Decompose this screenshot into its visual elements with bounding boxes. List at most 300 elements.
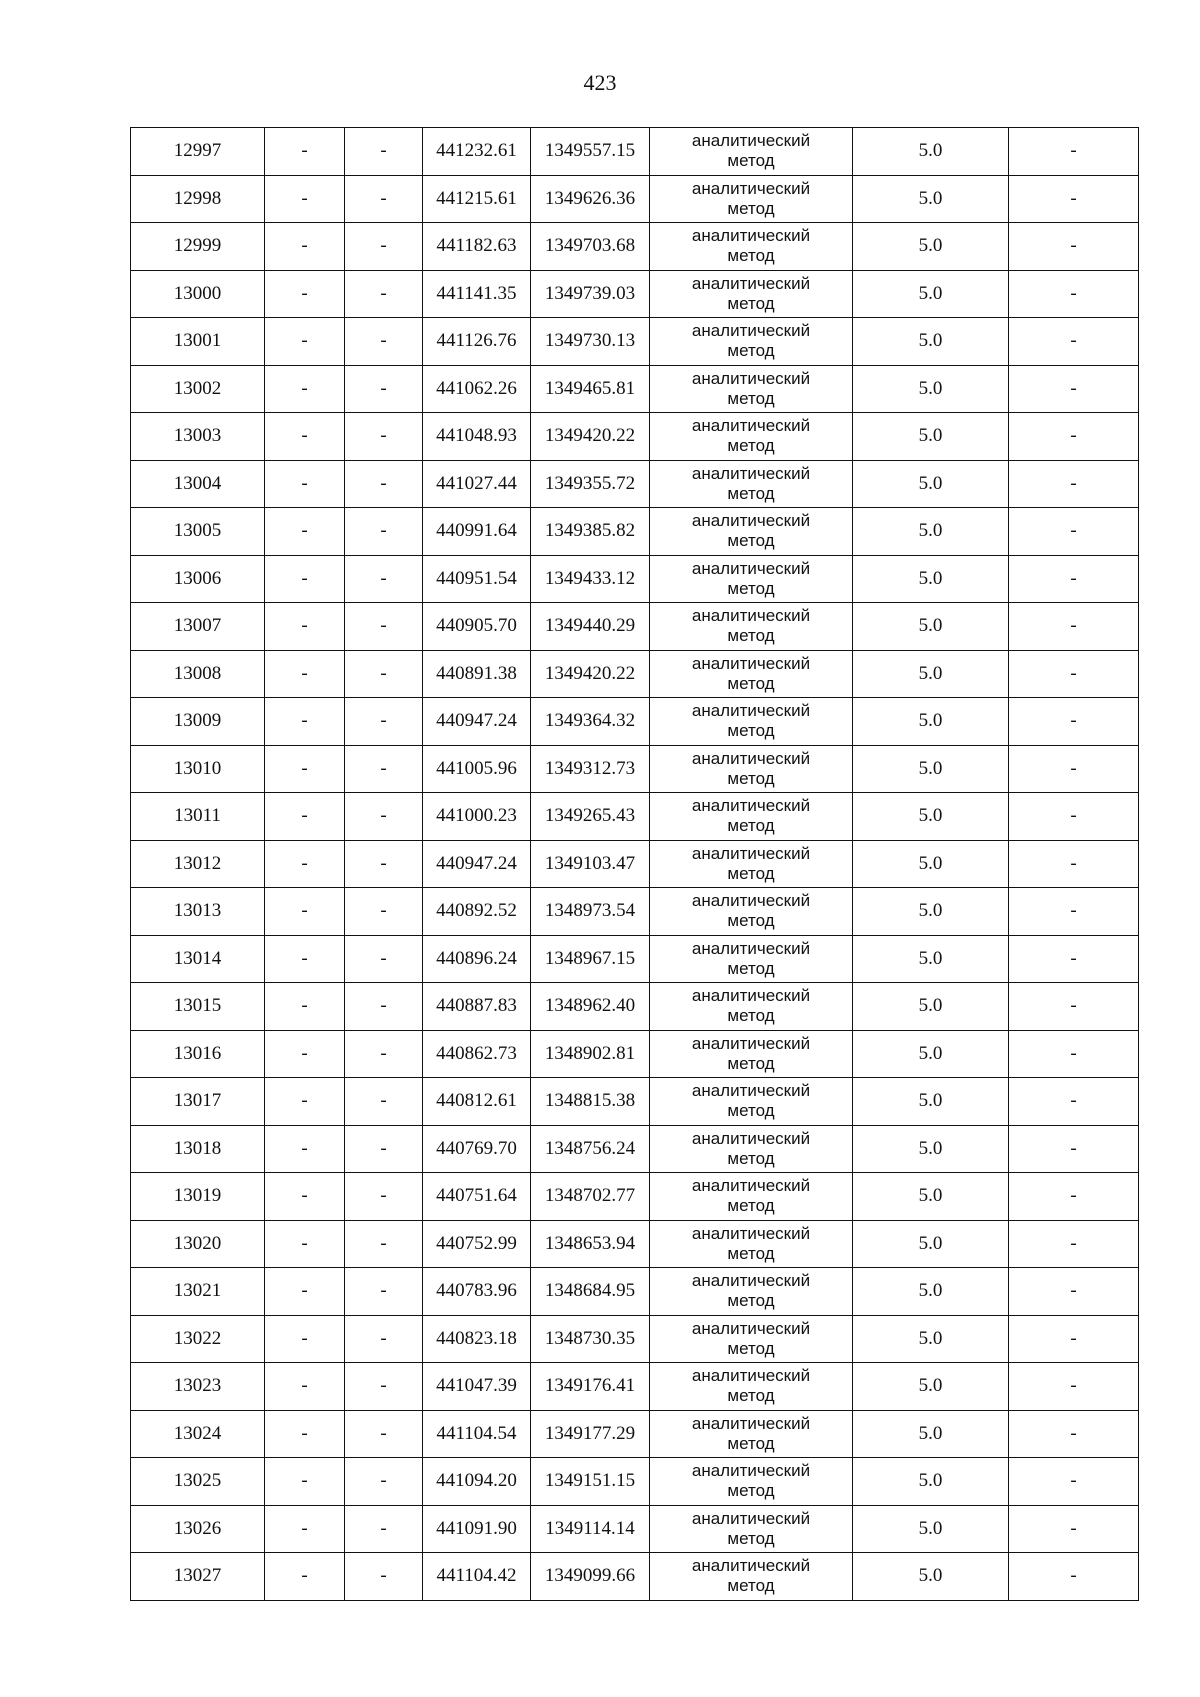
table-row xyxy=(131,745,1139,793)
table-row xyxy=(131,175,1139,223)
blank-cell-2: - xyxy=(345,175,423,223)
accuracy-cell: 5.0 xyxy=(853,1315,1009,1363)
accuracy-cell: 5.0 xyxy=(853,1553,1009,1601)
method-cell xyxy=(650,318,853,366)
last-blank-cell: - xyxy=(1009,508,1139,556)
x-coordinate-cell: 440751.64 xyxy=(423,1173,531,1221)
y-coordinate-cell: 1348973.54 xyxy=(531,888,650,936)
accuracy-cell: 5.0 xyxy=(853,460,1009,508)
accuracy-cell: 5.0 xyxy=(853,365,1009,413)
x-coordinate-cell: 440891.38 xyxy=(423,650,531,698)
x-coordinate-cell: 441141.35 xyxy=(423,270,531,318)
y-coordinate-cell: 1349177.29 xyxy=(531,1410,650,1458)
method-line-1: аналитический xyxy=(691,1556,811,1576)
blank-cell-1: - xyxy=(265,1315,345,1363)
method-line-2: метод xyxy=(727,198,775,218)
blank-cell-2: - xyxy=(345,603,423,651)
point-number-cell: 13015 xyxy=(131,983,265,1031)
blank-cell-1: - xyxy=(265,840,345,888)
accuracy-cell: 5.0 xyxy=(853,270,1009,318)
blank-cell-2: - xyxy=(345,698,423,746)
accuracy-cell: 5.0 xyxy=(853,793,1009,841)
x-coordinate-cell: 440896.24 xyxy=(423,935,531,983)
x-coordinate-cell: 441047.39 xyxy=(423,1363,531,1411)
method-line-2: метод xyxy=(727,341,775,361)
blank-cell-1: - xyxy=(265,1220,345,1268)
blank-cell-1: - xyxy=(265,365,345,413)
method-cell xyxy=(650,1553,853,1601)
blank-cell-2: - xyxy=(345,650,423,698)
method-cell xyxy=(650,983,853,1031)
table-row xyxy=(131,1315,1139,1363)
x-coordinate-cell: 440947.24 xyxy=(423,698,531,746)
method-cell xyxy=(650,128,853,176)
method-cell xyxy=(650,555,853,603)
point-number-cell: 13012 xyxy=(131,840,265,888)
method-line-1: аналитический xyxy=(691,1508,811,1528)
method-line-2: метод xyxy=(727,1196,775,1216)
table-row xyxy=(131,1220,1139,1268)
blank-cell-2: - xyxy=(345,745,423,793)
method-cell xyxy=(650,1505,853,1553)
accuracy-cell: 5.0 xyxy=(853,555,1009,603)
x-coordinate-cell: 440892.52 xyxy=(423,888,531,936)
y-coordinate-cell: 1349176.41 xyxy=(531,1363,650,1411)
x-coordinate-cell: 440887.83 xyxy=(423,983,531,1031)
y-coordinate-cell: 1349557.15 xyxy=(531,128,650,176)
accuracy-cell: 5.0 xyxy=(853,318,1009,366)
x-coordinate-cell: 441048.93 xyxy=(423,413,531,461)
blank-cell-2: - xyxy=(345,1315,423,1363)
x-coordinate-cell: 441005.96 xyxy=(423,745,531,793)
method-line-1: аналитический xyxy=(691,986,811,1006)
table-row xyxy=(131,1458,1139,1506)
last-blank-cell: - xyxy=(1009,1268,1139,1316)
accuracy-cell: 5.0 xyxy=(853,935,1009,983)
x-coordinate-cell: 440783.96 xyxy=(423,1268,531,1316)
last-blank-cell: - xyxy=(1009,223,1139,271)
point-number-cell: 13019 xyxy=(131,1173,265,1221)
table-row xyxy=(131,1505,1139,1553)
blank-cell-2: - xyxy=(345,508,423,556)
method-line-1: аналитический xyxy=(691,416,811,436)
table-row xyxy=(131,318,1139,366)
accuracy-cell: 5.0 xyxy=(853,1410,1009,1458)
method-cell xyxy=(650,603,853,651)
point-number-cell: 12998 xyxy=(131,175,265,223)
blank-cell-1: - xyxy=(265,1553,345,1601)
blank-cell-2: - xyxy=(345,1505,423,1553)
accuracy-cell: 5.0 xyxy=(853,1458,1009,1506)
table-row xyxy=(131,1173,1139,1221)
y-coordinate-cell: 1348962.40 xyxy=(531,983,650,1031)
accuracy-cell: 5.0 xyxy=(853,223,1009,271)
y-coordinate-cell: 1349703.68 xyxy=(531,223,650,271)
blank-cell-1: - xyxy=(265,793,345,841)
method-line-2: метод xyxy=(727,911,775,931)
accuracy-cell: 5.0 xyxy=(853,508,1009,556)
last-blank-cell: - xyxy=(1009,745,1139,793)
accuracy-cell: 5.0 xyxy=(853,1268,1009,1316)
method-line-1: аналитический xyxy=(691,1223,811,1243)
method-line-2: метод xyxy=(727,151,775,171)
method-line-2: метод xyxy=(727,1148,775,1168)
method-line-2: метод xyxy=(727,578,775,598)
method-cell xyxy=(650,1078,853,1126)
y-coordinate-cell: 1349312.73 xyxy=(531,745,650,793)
point-number-cell: 13017 xyxy=(131,1078,265,1126)
method-line-1: аналитический xyxy=(691,1176,811,1196)
blank-cell-1: - xyxy=(265,1505,345,1553)
blank-cell-1: - xyxy=(265,175,345,223)
last-blank-cell: - xyxy=(1009,413,1139,461)
blank-cell-2: - xyxy=(345,318,423,366)
method-cell xyxy=(650,1315,853,1363)
method-cell xyxy=(650,270,853,318)
method-cell xyxy=(650,175,853,223)
last-blank-cell: - xyxy=(1009,1505,1139,1553)
table-row xyxy=(131,555,1139,603)
method-line-2: метод xyxy=(727,1481,775,1501)
blank-cell-1: - xyxy=(265,935,345,983)
coordinates-table xyxy=(130,127,1139,1601)
method-cell xyxy=(650,935,853,983)
point-number-cell: 13025 xyxy=(131,1458,265,1506)
accuracy-cell: 5.0 xyxy=(853,413,1009,461)
method-cell xyxy=(650,1363,853,1411)
last-blank-cell: - xyxy=(1009,1125,1139,1173)
last-blank-cell: - xyxy=(1009,318,1139,366)
point-number-cell: 12999 xyxy=(131,223,265,271)
method-line-1: аналитический xyxy=(691,273,811,293)
blank-cell-2: - xyxy=(345,223,423,271)
point-number-cell: 13001 xyxy=(131,318,265,366)
table-row xyxy=(131,650,1139,698)
last-blank-cell: - xyxy=(1009,1173,1139,1221)
y-coordinate-cell: 1349151.15 xyxy=(531,1458,650,1506)
last-blank-cell: - xyxy=(1009,1458,1139,1506)
table-row xyxy=(131,698,1139,746)
table-row xyxy=(131,270,1139,318)
accuracy-cell: 5.0 xyxy=(853,698,1009,746)
point-number-cell: 13002 xyxy=(131,365,265,413)
x-coordinate-cell: 441027.44 xyxy=(423,460,531,508)
method-line-2: метод xyxy=(727,1338,775,1358)
method-line-1: аналитический xyxy=(691,511,811,531)
blank-cell-2: - xyxy=(345,1410,423,1458)
method-line-1: аналитический xyxy=(691,1318,811,1338)
method-line-1: аналитический xyxy=(691,558,811,578)
method-line-1: аналитический xyxy=(691,843,811,863)
method-line-2: метод xyxy=(727,958,775,978)
method-cell xyxy=(650,1220,853,1268)
x-coordinate-cell: 440812.61 xyxy=(423,1078,531,1126)
method-line-1: аналитический xyxy=(691,701,811,721)
point-number-cell: 13005 xyxy=(131,508,265,556)
method-line-1: аналитический xyxy=(691,321,811,341)
method-line-1: аналитический xyxy=(691,1128,811,1148)
blank-cell-2: - xyxy=(345,1125,423,1173)
last-blank-cell: - xyxy=(1009,175,1139,223)
blank-cell-1: - xyxy=(265,1410,345,1458)
last-blank-cell: - xyxy=(1009,460,1139,508)
y-coordinate-cell: 1349385.82 xyxy=(531,508,650,556)
last-blank-cell: - xyxy=(1009,935,1139,983)
blank-cell-2: - xyxy=(345,460,423,508)
last-blank-cell: - xyxy=(1009,793,1139,841)
method-cell xyxy=(650,650,853,698)
x-coordinate-cell: 441215.61 xyxy=(423,175,531,223)
method-cell xyxy=(650,745,853,793)
blank-cell-2: - xyxy=(345,1268,423,1316)
x-coordinate-cell: 440769.70 xyxy=(423,1125,531,1173)
last-blank-cell: - xyxy=(1009,270,1139,318)
blank-cell-1: - xyxy=(265,888,345,936)
y-coordinate-cell: 1348902.81 xyxy=(531,1030,650,1078)
blank-cell-2: - xyxy=(345,1553,423,1601)
x-coordinate-cell: 441126.76 xyxy=(423,318,531,366)
method-line-2: метод xyxy=(727,1101,775,1121)
table-row xyxy=(131,1553,1139,1601)
accuracy-cell: 5.0 xyxy=(853,128,1009,176)
x-coordinate-cell: 441182.63 xyxy=(423,223,531,271)
last-blank-cell: - xyxy=(1009,1315,1139,1363)
point-number-cell: 13020 xyxy=(131,1220,265,1268)
table-row xyxy=(131,935,1139,983)
method-line-2: метод xyxy=(727,436,775,456)
y-coordinate-cell: 1349103.47 xyxy=(531,840,650,888)
last-blank-cell: - xyxy=(1009,840,1139,888)
x-coordinate-cell: 441091.90 xyxy=(423,1505,531,1553)
method-line-1: аналитический xyxy=(691,1081,811,1101)
blank-cell-1: - xyxy=(265,1125,345,1173)
y-coordinate-cell: 1349465.81 xyxy=(531,365,650,413)
method-line-2: метод xyxy=(727,721,775,741)
table-row xyxy=(131,508,1139,556)
last-blank-cell: - xyxy=(1009,365,1139,413)
point-number-cell: 13027 xyxy=(131,1553,265,1601)
table-row xyxy=(131,793,1139,841)
blank-cell-2: - xyxy=(345,1363,423,1411)
method-line-1: аналитический xyxy=(691,606,811,626)
blank-cell-2: - xyxy=(345,935,423,983)
blank-cell-1: - xyxy=(265,508,345,556)
last-blank-cell: - xyxy=(1009,603,1139,651)
accuracy-cell: 5.0 xyxy=(853,175,1009,223)
method-line-2: метод xyxy=(727,1528,775,1548)
accuracy-cell: 5.0 xyxy=(853,1078,1009,1126)
y-coordinate-cell: 1348702.77 xyxy=(531,1173,650,1221)
blank-cell-2: - xyxy=(345,270,423,318)
blank-cell-2: - xyxy=(345,128,423,176)
table-row xyxy=(131,603,1139,651)
method-line-1: аналитический xyxy=(691,178,811,198)
method-line-2: метод xyxy=(727,863,775,883)
y-coordinate-cell: 1349420.22 xyxy=(531,650,650,698)
blank-cell-1: - xyxy=(265,603,345,651)
blank-cell-1: - xyxy=(265,698,345,746)
blank-cell-2: - xyxy=(345,1173,423,1221)
x-coordinate-cell: 440862.73 xyxy=(423,1030,531,1078)
point-number-cell: 13007 xyxy=(131,603,265,651)
method-line-2: метод xyxy=(727,531,775,551)
point-number-cell: 12997 xyxy=(131,128,265,176)
method-line-2: метод xyxy=(727,1386,775,1406)
method-cell xyxy=(650,365,853,413)
y-coordinate-cell: 1349739.03 xyxy=(531,270,650,318)
method-cell xyxy=(650,1458,853,1506)
y-coordinate-cell: 1348730.35 xyxy=(531,1315,650,1363)
method-line-1: аналитический xyxy=(691,1271,811,1291)
x-coordinate-cell: 440991.64 xyxy=(423,508,531,556)
blank-cell-1: - xyxy=(265,745,345,793)
blank-cell-1: - xyxy=(265,1268,345,1316)
last-blank-cell: - xyxy=(1009,1553,1139,1601)
method-line-1: аналитический xyxy=(691,131,811,151)
last-blank-cell: - xyxy=(1009,698,1139,746)
y-coordinate-cell: 1348684.95 xyxy=(531,1268,650,1316)
accuracy-cell: 5.0 xyxy=(853,603,1009,651)
table-row xyxy=(131,1410,1139,1458)
accuracy-cell: 5.0 xyxy=(853,1030,1009,1078)
blank-cell-2: - xyxy=(345,555,423,603)
method-line-1: аналитический xyxy=(691,463,811,483)
y-coordinate-cell: 1348967.15 xyxy=(531,935,650,983)
method-line-1: аналитический xyxy=(691,368,811,388)
method-line-1: аналитический xyxy=(691,653,811,673)
point-number-cell: 13004 xyxy=(131,460,265,508)
method-line-1: аналитический xyxy=(691,796,811,816)
point-number-cell: 13003 xyxy=(131,413,265,461)
table-row xyxy=(131,1030,1139,1078)
x-coordinate-cell: 441104.42 xyxy=(423,1553,531,1601)
table-row xyxy=(131,1078,1139,1126)
method-cell xyxy=(650,698,853,746)
method-cell xyxy=(650,1410,853,1458)
point-number-cell: 13006 xyxy=(131,555,265,603)
method-cell xyxy=(650,1125,853,1173)
table-row xyxy=(131,888,1139,936)
blank-cell-2: - xyxy=(345,888,423,936)
blank-cell-2: - xyxy=(345,1220,423,1268)
blank-cell-1: - xyxy=(265,1458,345,1506)
method-cell xyxy=(650,413,853,461)
method-line-2: метод xyxy=(727,673,775,693)
y-coordinate-cell: 1348815.38 xyxy=(531,1078,650,1126)
x-coordinate-cell: 441104.54 xyxy=(423,1410,531,1458)
point-number-cell: 13011 xyxy=(131,793,265,841)
point-number-cell: 13010 xyxy=(131,745,265,793)
method-line-1: аналитический xyxy=(691,226,811,246)
method-line-1: аналитический xyxy=(691,1366,811,1386)
point-number-cell: 13016 xyxy=(131,1030,265,1078)
table-row xyxy=(131,365,1139,413)
table-row xyxy=(131,1125,1139,1173)
table-row xyxy=(131,128,1139,176)
method-line-1: аналитический xyxy=(691,891,811,911)
method-line-1: аналитический xyxy=(691,938,811,958)
y-coordinate-cell: 1348653.94 xyxy=(531,1220,650,1268)
last-blank-cell: - xyxy=(1009,1363,1139,1411)
accuracy-cell: 5.0 xyxy=(853,650,1009,698)
blank-cell-1: - xyxy=(265,1078,345,1126)
y-coordinate-cell: 1349364.32 xyxy=(531,698,650,746)
y-coordinate-cell: 1349730.13 xyxy=(531,318,650,366)
blank-cell-2: - xyxy=(345,365,423,413)
blank-cell-1: - xyxy=(265,983,345,1031)
accuracy-cell: 5.0 xyxy=(853,1173,1009,1221)
y-coordinate-cell: 1349265.43 xyxy=(531,793,650,841)
blank-cell-2: - xyxy=(345,840,423,888)
method-line-2: метод xyxy=(727,1243,775,1263)
method-line-2: метод xyxy=(727,246,775,266)
x-coordinate-cell: 440947.24 xyxy=(423,840,531,888)
blank-cell-1: - xyxy=(265,270,345,318)
method-cell xyxy=(650,508,853,556)
point-number-cell: 13026 xyxy=(131,1505,265,1553)
x-coordinate-cell: 441000.23 xyxy=(423,793,531,841)
blank-cell-1: - xyxy=(265,650,345,698)
method-cell xyxy=(650,1173,853,1221)
blank-cell-1: - xyxy=(265,555,345,603)
x-coordinate-cell: 441232.61 xyxy=(423,128,531,176)
table-row xyxy=(131,1268,1139,1316)
table-row xyxy=(131,1363,1139,1411)
point-number-cell: 13022 xyxy=(131,1315,265,1363)
method-line-2: метод xyxy=(727,1291,775,1311)
x-coordinate-cell: 440951.54 xyxy=(423,555,531,603)
method-line-1: аналитический xyxy=(691,1413,811,1433)
y-coordinate-cell: 1349440.29 xyxy=(531,603,650,651)
page-number: 423 xyxy=(583,70,617,95)
method-line-1: аналитический xyxy=(691,1033,811,1053)
accuracy-cell: 5.0 xyxy=(853,983,1009,1031)
method-line-2: метод xyxy=(727,1006,775,1026)
table-row xyxy=(131,460,1139,508)
method-cell xyxy=(650,1268,853,1316)
y-coordinate-cell: 1349114.14 xyxy=(531,1505,650,1553)
point-number-cell: 13013 xyxy=(131,888,265,936)
blank-cell-1: - xyxy=(265,460,345,508)
last-blank-cell: - xyxy=(1009,1078,1139,1126)
last-blank-cell: - xyxy=(1009,1030,1139,1078)
method-cell xyxy=(650,460,853,508)
point-number-cell: 13023 xyxy=(131,1363,265,1411)
blank-cell-1: - xyxy=(265,1030,345,1078)
last-blank-cell: - xyxy=(1009,650,1139,698)
point-number-cell: 13000 xyxy=(131,270,265,318)
blank-cell-2: - xyxy=(345,983,423,1031)
blank-cell-1: - xyxy=(265,413,345,461)
point-number-cell: 13014 xyxy=(131,935,265,983)
method-line-2: метод xyxy=(727,1433,775,1453)
accuracy-cell: 5.0 xyxy=(853,1363,1009,1411)
method-line-2: метод xyxy=(727,483,775,503)
blank-cell-2: - xyxy=(345,1078,423,1126)
blank-cell-1: - xyxy=(265,223,345,271)
blank-cell-1: - xyxy=(265,128,345,176)
x-coordinate-cell: 440752.99 xyxy=(423,1220,531,1268)
point-number-cell: 13009 xyxy=(131,698,265,746)
method-line-2: метод xyxy=(727,768,775,788)
method-line-2: метод xyxy=(727,293,775,313)
method-line-2: метод xyxy=(727,626,775,646)
x-coordinate-cell: 440823.18 xyxy=(423,1315,531,1363)
last-blank-cell: - xyxy=(1009,1410,1139,1458)
point-number-cell: 13024 xyxy=(131,1410,265,1458)
blank-cell-1: - xyxy=(265,1173,345,1221)
blank-cell-1: - xyxy=(265,318,345,366)
